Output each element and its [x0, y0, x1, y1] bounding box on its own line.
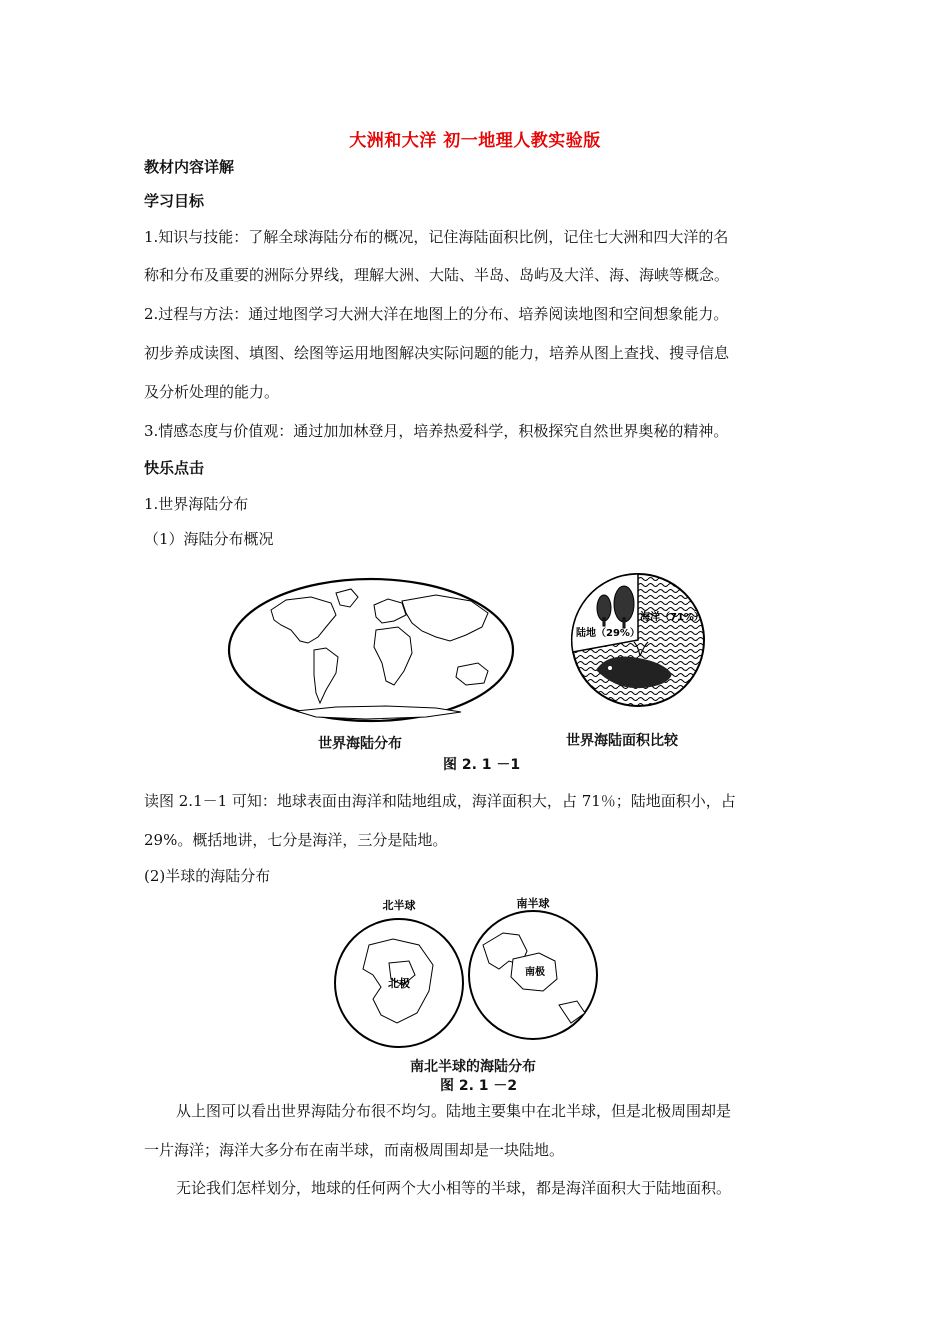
- south-pole-label: 南极: [525, 967, 545, 978]
- section-heading-click: 快乐点击: [144, 459, 205, 477]
- para2-line1: 从上图可以看出世界海陆分布很不均匀。陆地主要集中在北半球，但是北极周围却是: [176, 1102, 732, 1120]
- para1-line1: 读图 2.1－1 可知：地球表面由海洋和陆地组成，海洋面积大，占 71％；陆地面积小，占: [144, 792, 736, 810]
- item1-sub1-heading: （1）海陆分布概况: [144, 530, 274, 548]
- pie-caption: 世界海陆面积比较: [566, 733, 678, 749]
- world-map-figure: [226, 575, 516, 725]
- goal2-line1: 2.过程与方法：通过地图学习大洲大洋在地图上的分布、培养阅读地图和空间想象能力。: [144, 305, 729, 323]
- item1-sub2-heading: (2)半球的海陆分布: [144, 867, 271, 885]
- item1-heading: 1.世界海陆分布: [144, 495, 249, 513]
- document-title: 大洲和大洋 初一地理人教实验版: [349, 131, 601, 151]
- para1-line2: 29%。概括地讲，七分是海洋，三分是陆地。: [144, 831, 448, 849]
- land-label: 陆地（29%）: [576, 628, 640, 639]
- goal1-line1: 1.知识与技能：了解全球海陆分布的概况，记住海陆面积比例，记住七大洲和四大洋的名: [144, 228, 729, 246]
- section-heading-goals: 学习目标: [144, 192, 205, 210]
- south-hemisphere-label: 南半球: [516, 897, 550, 910]
- goal2-line2: 初步养成读图、填图、绘图等运用地图解决实际问题的能力，培养从图上查找、搜寻信息: [144, 344, 730, 362]
- goal1-line2: 称和分布及重要的洲际分界线，理解大洲、大陆、半岛、岛屿及大洋、海、海峡等概念。: [144, 266, 730, 284]
- para2-line2: 一片海洋；海洋大多分布在南半球，而南极周围却是一块陆地。: [144, 1141, 565, 1159]
- section-heading-content: 教材内容详解: [144, 158, 235, 176]
- figure-2-1-2-number: 图 2. 1 －2: [440, 1078, 518, 1094]
- world-map-caption: 世界海陆分布: [318, 736, 402, 752]
- land-ocean-pie-figure: [568, 570, 708, 710]
- goal2-line3: 及分析处理的能力。: [144, 383, 280, 401]
- goal3: 3.情感态度与价值观：通过加加林登月，培养热爱科学，积极探究自然世界奥秘的精神。: [144, 422, 729, 440]
- north-hemisphere-label: 北半球: [382, 899, 416, 912]
- north-pole-label: 北极: [388, 977, 410, 990]
- hemispheres-caption: 南北半球的海陆分布: [410, 1059, 536, 1075]
- hemispheres-figure: [333, 895, 613, 1055]
- ocean-label: 海洋（71%）: [640, 612, 704, 623]
- para3: 无论我们怎样划分，地球的任何两个大小相等的半球，都是海洋面积大于陆地面积。: [176, 1179, 732, 1197]
- figure-2-1-1-number: 图 2. 1 －1: [443, 757, 521, 773]
